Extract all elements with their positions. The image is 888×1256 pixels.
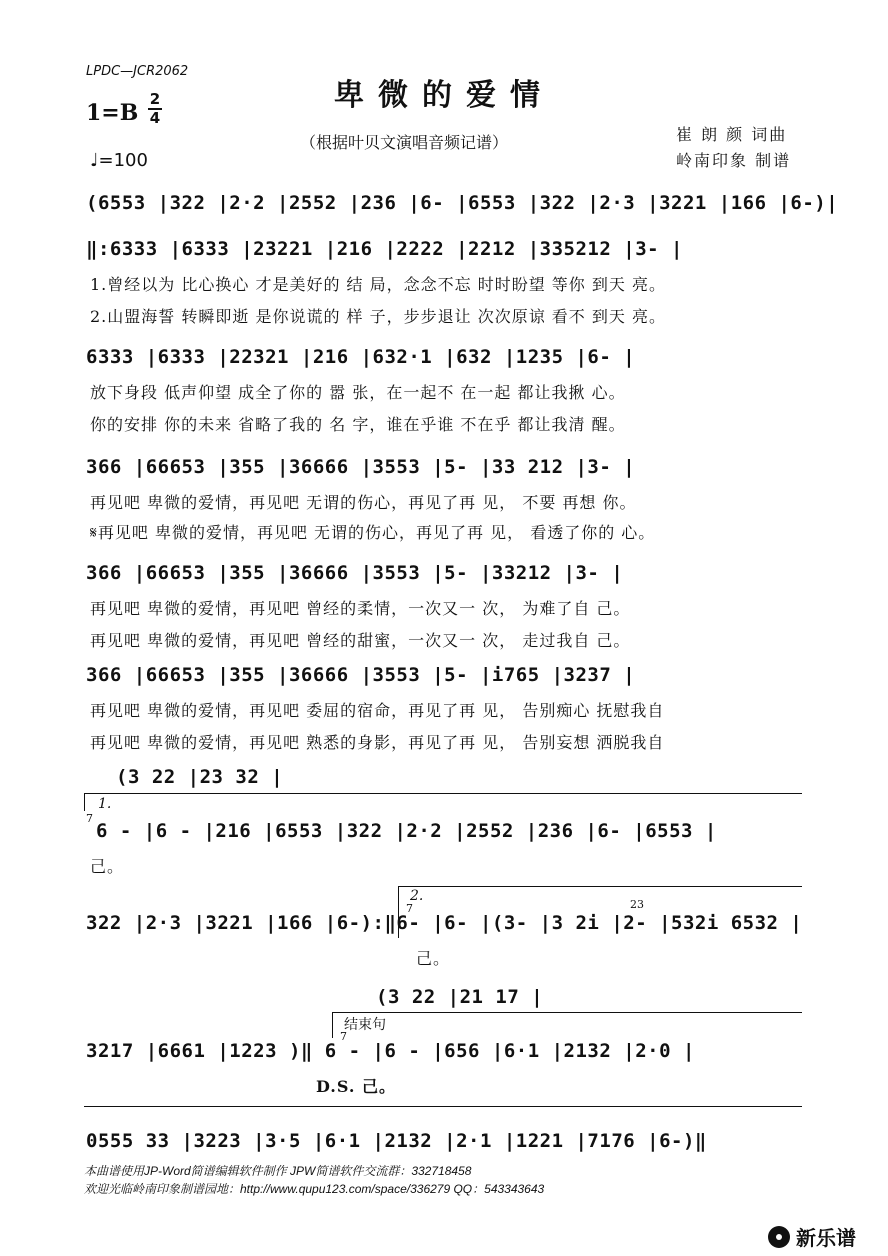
lyric-line-ds: D.S. 己。	[316, 1077, 397, 1096]
lyric-line: 再见吧 卑微的爱情，再见吧 熟悉的身影，再见了再 见， 告别妄想 洒脱我自	[90, 733, 665, 752]
music-line-interlude-ossia: (3 22 |21 17 |	[376, 986, 544, 1008]
music-line-coda: 3217 |6661 |1223 )‖ 6 - |6 - |656 |6·1 |2132 |2·0 |	[86, 1040, 695, 1062]
coda-label: 结束句	[344, 1017, 386, 1033]
catalog-code: LPDC—JCR2062	[86, 64, 189, 79]
subtitle: （根据叶贝文演唱音频记谱）	[300, 133, 509, 152]
lyric-line: 再见吧 卑微的爱情，再见吧 委屈的宿命，再见了再 见， 告别痴心 抚慰我自	[90, 701, 665, 720]
footer-line-2: 欢迎光临岭南印象制谱园地：http://www.qupu123.com/space/336279 QQ：543343643	[84, 1182, 545, 1196]
lyric-line: 己。	[90, 857, 125, 876]
music-line-chorus-3: 366 |66653 |355 |36666 |3553 |5- |i765 |3237 |	[86, 664, 636, 686]
credit-notation: 岭南印象 制谱	[676, 151, 792, 170]
music-line-chorus-1: 366 |66653 |355 |36666 |3553 |5- |33 212 |3- |	[86, 456, 636, 478]
lyric-line: 己。	[416, 949, 451, 968]
music-line-chorus-2: 366 |66653 |355 |36666 |3553 |5- |33212 |3- |	[86, 562, 624, 584]
music-line-ending-1: 6 - |6 - |216 |6553 |322 |2·2 |2552 |236 |6- |6553 |	[96, 820, 717, 842]
lyric-line: 你的安排 你的未来 省略了我的 名 字，谁在乎谁 不在乎 都让我清 醒。	[90, 415, 626, 434]
lyric-line: 𝄋再见吧 卑微的爱情，再见吧 无谓的伤心，再见了再 见， 看透了你的 心。	[90, 523, 656, 542]
volta-bracket	[398, 886, 802, 887]
footer-line-1: 本曲谱使用JP-Word简谱编辑软件制作 JPW简谱软件交流群：332718458	[84, 1164, 472, 1178]
music-line-verse-2: 6333 |6333 |22321 |216 |632·1 |632 |1235 |6- |	[86, 346, 636, 368]
lyric-line: 再见吧 卑微的爱情，再见吧 无谓的伤心，再见了再 见， 不要 再想 你。	[90, 493, 637, 512]
music-line-ending-2: 322 |2·3 |3221 |166 |6-):‖6- |6- |(3- |3 2i |2- |532i 6532 |	[86, 912, 803, 934]
music-line-interlude-ossia: (3 22 |23 32 |	[116, 766, 284, 788]
volta-label: 1.	[98, 796, 112, 812]
lyric-line: 放下身段 低声仰望 成全了你的 嚣 张，在一起不 在一起 都让我揪 心。	[90, 383, 626, 402]
grace-note: 23	[630, 898, 644, 911]
vinyl-disc-icon	[768, 1226, 790, 1248]
music-line-verse-1: ‖:6333 |6333 |23221 |216 |2222 |2212 |335212 |3- |	[86, 238, 683, 260]
lyric-line: 再见吧 卑微的爱情，再见吧 曾经的甜蜜，一次又一 次， 走过我自 己。	[90, 631, 631, 650]
volta-label: 2.	[410, 888, 424, 904]
volta-bracket-edge	[84, 793, 85, 811]
key-signature: 1=B	[86, 100, 139, 126]
lyric-line: 2.山盟海誓 转瞬即逝 是你说谎的 样 子，步步退让 次次原谅 看不 到天 亮。	[90, 307, 666, 326]
lyric-line: 再见吧 卑微的爱情，再见吧 曾经的柔情，一次又一 次， 为难了自 己。	[90, 599, 631, 618]
music-line-outro: 0555 33 |3223 |3·5 |6·1 |2132 |2·1 |1221 |7176 |6-)‖	[86, 1130, 707, 1152]
credit-words: 崔 朗 颜 词曲	[676, 125, 788, 144]
grace-note: 7	[406, 902, 413, 915]
time-signature	[148, 92, 162, 126]
coda-bracket-edge	[332, 1012, 333, 1038]
logo-text: 新乐谱	[796, 1226, 856, 1250]
grace-note: 7	[340, 1030, 347, 1043]
coda-bracket	[332, 1012, 802, 1013]
song-title: 卑微的爱情	[334, 78, 554, 113]
grace-note: 7	[86, 812, 93, 825]
music-line-intro: (6553 |322 |2·2 |2552 |236 |6- |6553 |322 |2·3 |3221 |166 |6-)|	[86, 192, 839, 214]
outro-bracket	[84, 1106, 802, 1107]
site-logo	[768, 1222, 856, 1251]
tempo-mark: ♩=100	[90, 150, 148, 171]
meter-top: 2	[149, 90, 161, 108]
lyric-line: 1.曾经以为 比心换心 才是美好的 结 局，念念不忘 时时盼望 等你 到天 亮。	[90, 275, 666, 294]
volta-bracket	[84, 793, 802, 794]
meter-bottom: 4	[149, 109, 161, 127]
